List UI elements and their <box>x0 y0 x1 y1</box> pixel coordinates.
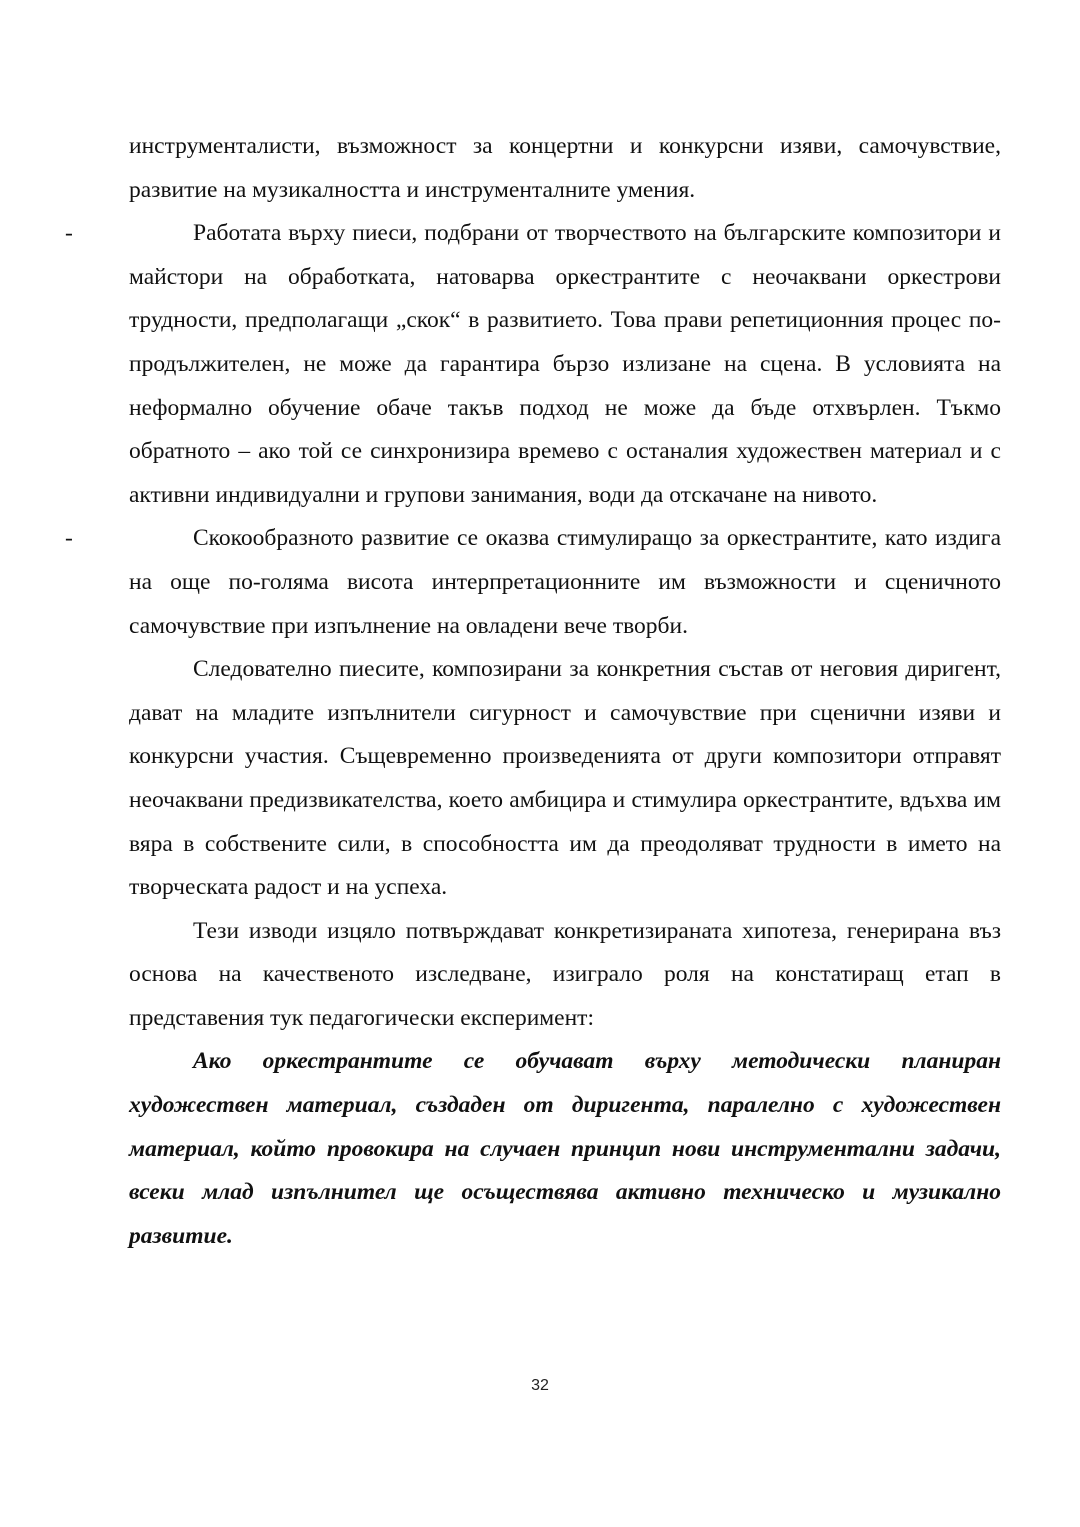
body-text <box>65 125 1001 1258</box>
paragraph-hypothesis-intro: Тези изводи изцяло потвърждават конкретизираната хипотеза, генерирана въз основа на качественото изследване, изиграло роля на констатиращ етап в представения тук педагогически експеримент: <box>129 917 1001 1031</box>
bullet-dash: - <box>65 525 73 552</box>
page-number: 32 <box>531 1377 549 1394</box>
hypothesis-statement: Ако оркестрантите се обучават върху методически планиран художествен материал, създаден от диригента, паралелно с художествен материал, който провокира на случаен принцип нови инструментални задачи, всеки млад изпълнител ще осъществява активно техническо и музикално развитие. <box>129 1048 1001 1249</box>
bullet-text: Скокообразното развитие се оказва стимулиращо за оркестрантите, като издига на още по-голяма висота интерпретационните им възможности и сценичното самочувствие при изпълнение на овладени вече творби. <box>129 525 1001 639</box>
paragraph-continuation: инструменталисти, възможност за концертни и конкурсни изяви, самочувствие, развитие на музикалността и инструменталните умения. <box>129 133 1001 203</box>
bullet-text: Работата върху пиеси, подбрани от творчеството на българските композитори и майстори на обработката, натоварва оркестрантите с неочаквани оркестрови трудности, предполагащи „скок“ в развитието. Това прави репетиционния процес по-продължителен, не може да гарантира бързо излизане на сцена. В условията на неформално обучение обаче такъв подход не може да бъде отхвърлен. Тъкмо обратното – ако той се синхронизира времево с останалия художествен материал и с активни индивидуални и групови занимания, води да отскачане на нивото. <box>129 220 1001 508</box>
paragraph-conclusion: Следователно пиесите, композирани за конкретния състав от неговия диригент, дават на младите изпълнители сигурност и самочувствие при сценични изяви и конкурсни участия. Същевременно произведенията от други композитори отправят неочаквани предизвикателства, което амбицира и стимулира оркестрантите, вдъхва им вяра в собствените сили, в способността им да преодоляват трудности в името на творческата радост и на успеха. <box>129 656 1001 901</box>
bullet-dash: - <box>65 220 73 247</box>
bullet-paragraph-repertoire <box>65 212 1001 517</box>
bullet-paragraph-development <box>65 517 1001 648</box>
